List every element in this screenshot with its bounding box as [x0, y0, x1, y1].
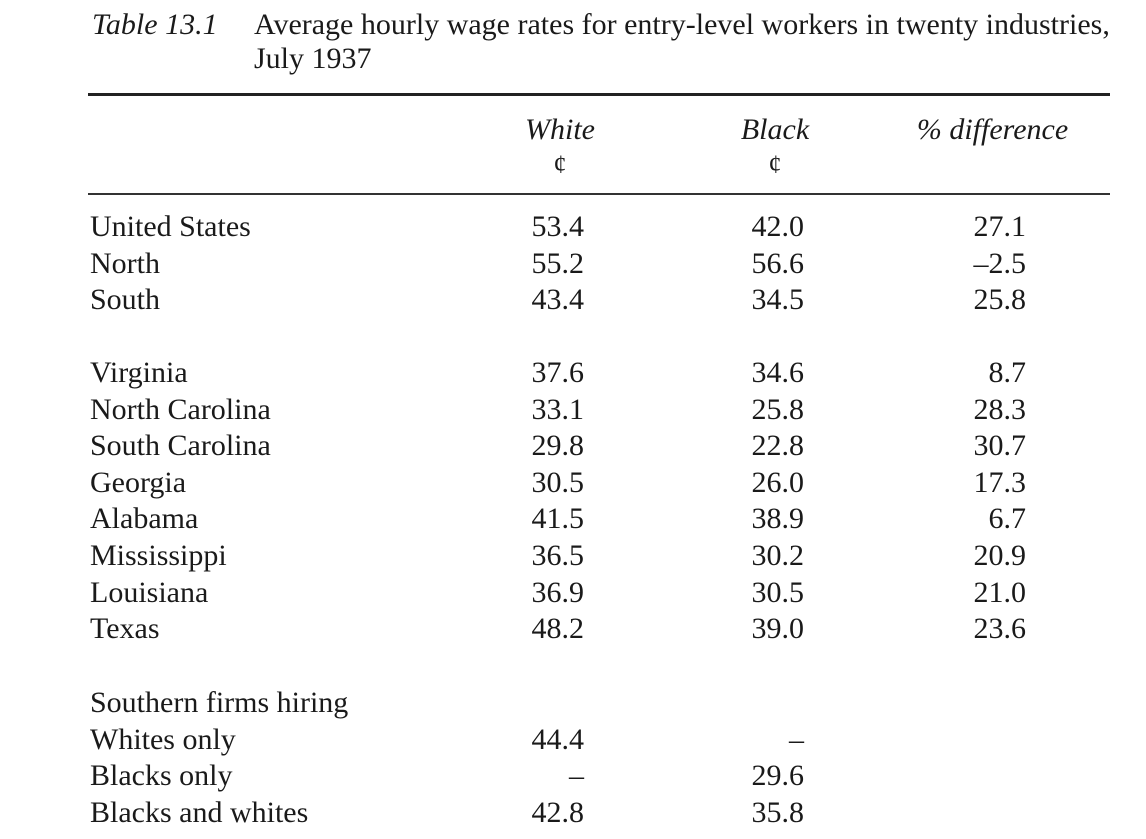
percent-difference-value: 30.7 — [973, 429, 1026, 463]
row-label: Blacks and whites — [90, 795, 309, 829]
row-label: Alabama — [90, 502, 199, 536]
white-value: 43.4 — [531, 283, 584, 317]
white-value: – — [569, 759, 584, 793]
southern-firms-group — [0, 685, 1146, 831]
percent-difference-value: 20.9 — [973, 538, 1026, 572]
table-row — [0, 538, 1146, 575]
white-value: 37.6 — [531, 356, 584, 389]
row-label: Texas — [90, 612, 160, 646]
table-row — [0, 758, 1146, 795]
group-heading-label: Southern firms hiring — [90, 686, 349, 719]
row-label: Blacks only — [90, 759, 233, 793]
white-value: 55.2 — [531, 246, 584, 280]
unit-cents-white: ¢ — [553, 150, 567, 179]
top-rule — [88, 93, 1110, 96]
percent-difference-value: –2.5 — [973, 246, 1026, 280]
table-row — [0, 428, 1146, 465]
white-value: 42.8 — [531, 795, 584, 829]
white-value: 29.8 — [531, 429, 584, 463]
column-header-percent-difference: % difference — [916, 113, 1069, 146]
black-value: 22.8 — [751, 429, 804, 463]
table-row — [0, 501, 1146, 538]
row-label: South — [90, 283, 161, 317]
percent-difference-value: 23.6 — [973, 612, 1026, 646]
white-value: 36.9 — [531, 575, 584, 609]
black-value: 25.8 — [751, 392, 804, 426]
percent-difference-value: 28.3 — [973, 392, 1026, 426]
row-label: Virginia — [90, 356, 188, 389]
percent-difference-value: 21.0 — [973, 575, 1026, 609]
header-rule — [88, 193, 1110, 195]
white-value: 33.1 — [531, 392, 584, 426]
table-row — [0, 611, 1146, 648]
row-label: United States — [90, 210, 251, 243]
row-label: Mississippi — [90, 538, 227, 572]
white-value: 44.4 — [531, 722, 584, 756]
table-row — [0, 282, 1146, 319]
row-label: South Carolina — [90, 429, 271, 463]
table-row — [0, 465, 1146, 502]
column-header-black: Black — [740, 113, 810, 146]
group-heading — [0, 685, 1146, 722]
table-row — [0, 246, 1146, 283]
table-row — [0, 355, 1146, 392]
row-label: Georgia — [90, 465, 187, 499]
table-row — [0, 392, 1146, 429]
row-label: Whites only — [90, 722, 236, 756]
black-value: 30.2 — [751, 538, 804, 572]
row-label: North — [90, 246, 160, 280]
table-row — [0, 795, 1146, 832]
black-value: 38.9 — [751, 502, 804, 536]
percent-difference-value: 25.8 — [973, 283, 1026, 317]
white-value: 53.4 — [531, 210, 584, 243]
black-value: 39.0 — [751, 612, 804, 646]
black-value: 35.8 — [751, 795, 804, 829]
white-value: 30.5 — [531, 465, 584, 499]
row-label: North Carolina — [90, 392, 271, 426]
black-value: 56.6 — [751, 246, 804, 280]
white-value: 36.5 — [531, 538, 584, 572]
table-row — [0, 575, 1146, 612]
percent-difference-value: 6.7 — [988, 502, 1026, 536]
black-value: 34.5 — [751, 283, 804, 317]
table-row — [0, 209, 1146, 246]
percent-difference-value: 8.7 — [988, 356, 1026, 389]
percent-difference-value: 27.1 — [973, 210, 1026, 243]
table-row — [0, 722, 1146, 759]
regions-group — [0, 209, 1146, 319]
black-value: 34.6 — [751, 356, 804, 389]
white-value: 48.2 — [531, 612, 584, 646]
black-value: – — [789, 722, 804, 756]
white-value: 41.5 — [531, 502, 584, 536]
column-header-white: White — [525, 113, 595, 146]
black-value: 42.0 — [751, 210, 804, 243]
unit-cents-black: ¢ — [768, 150, 782, 179]
black-value: 29.6 — [751, 759, 804, 793]
black-value: 30.5 — [751, 575, 804, 609]
table-title: Average hourly wage rates for entry-level workers in twenty industries, July 1937 — [254, 8, 1110, 75]
percent-difference-value: 17.3 — [973, 465, 1026, 499]
row-label: Louisiana — [90, 575, 209, 609]
table-number: Table 13.1 — [92, 8, 218, 41]
states-group — [0, 355, 1146, 648]
black-value: 26.0 — [751, 465, 804, 499]
